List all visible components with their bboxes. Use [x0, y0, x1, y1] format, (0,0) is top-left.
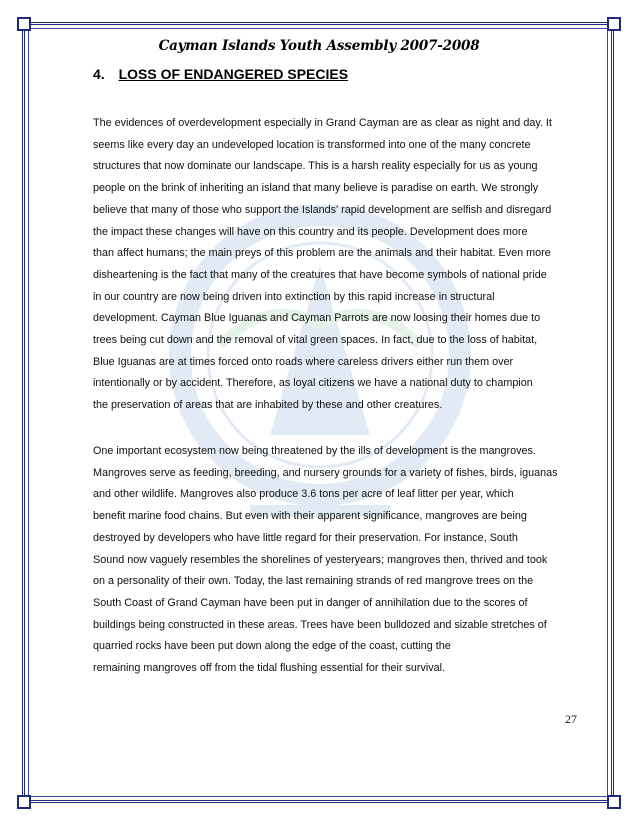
text-line: remaining mangroves off from the tidal flushing essential for their survival. [93, 662, 446, 675]
paragraph-1 [93, 113, 593, 417]
paragraph-2 [93, 441, 593, 680]
corner-ornament [607, 795, 621, 809]
text-line: The evidences of overdevelopment especially in Grand Cayman are as clear as night and day. It [93, 117, 552, 129]
text-line: intentionally or by accident. Therefore, as loyal citizens we have a national duty to champion [93, 377, 533, 390]
text-line: the impact these changes will have on this country and its people. Development does more [93, 225, 528, 238]
text-line: Mangroves serve as feeding, breeding, and nursery grounds for a variety of fishes, birds, iguanas [93, 466, 558, 479]
text-line: on a personality of their own. Today, the last remaining strands of red mangrove trees on the [93, 575, 534, 588]
corner-ornament [17, 795, 31, 809]
text-line: destroyed by developers who have little regard for their preservation. For instance, South [93, 531, 518, 544]
section-heading [93, 66, 348, 82]
text-line: seems like every day an undeveloped location is transformed into one of the many concrete [93, 138, 531, 151]
text-line: buildings being constructed in these areas. Trees have been bulldozed and sizable stretches of [93, 618, 547, 631]
text-line: disheartening is the fact that many of the creatures that have become symbols of national pride [93, 268, 547, 281]
text-line: development. Cayman Blue Iguanas and Cayman Parrots are now loosing their homes due to [93, 312, 541, 325]
text-line: and other wildlife. Mangroves also produce 3.6 tons per acre of leaf litter per year, which [93, 488, 514, 501]
text-line: people on the brink of inheriting an island that many believe is paradise on earth. We strongly [93, 182, 539, 195]
corner-ornament [17, 17, 31, 31]
text-line: trees being cut down and the removal of vital green spaces. In fact, due to the loss of habitat, [93, 334, 538, 347]
text-line: Blue Iguanas are at times forced onto roads where careless drivers either run them over [93, 355, 514, 368]
text-line: Sound now vaguely resembles the shorelines of yesteryears; mangroves then, thrived and took [93, 553, 548, 566]
page-number: 27 [565, 712, 577, 726]
text-line: than affect humans; the main preys of this problem are the animals and their habitat. Even more [93, 247, 551, 260]
text-line: believe that many of those who support the Islands' rapid development are selfish and disregard [93, 203, 552, 216]
text-line: quarried rocks have been put down along the edge of the coast, cutting the [93, 640, 451, 653]
text-line: benefit marine food chains. But even with their apparent significance, mangroves are being [93, 510, 527, 523]
text-line: the preservation of areas that are inhabited by these and other creatures. [93, 399, 443, 412]
text-line: in our country are now being driven into extinction by this rapid increase in structural [93, 290, 495, 303]
text-line: South Coast of Grand Cayman have been put in danger of annihilation due to the scores of [93, 596, 528, 609]
text-line: One important ecosystem now being threatened by the ills of development is the mangroves. [93, 445, 536, 457]
corner-ornament [607, 17, 621, 31]
section-number: 4. [93, 66, 105, 82]
text-line: structures that now dominate our landscape. This is a harsh reality especially for us as young [93, 160, 538, 173]
document-header: Cayman Islands Youth Assembly 2007-2008 [158, 38, 480, 54]
section-title: LOSS OF ENDANGERED SPECIES [118, 66, 349, 82]
